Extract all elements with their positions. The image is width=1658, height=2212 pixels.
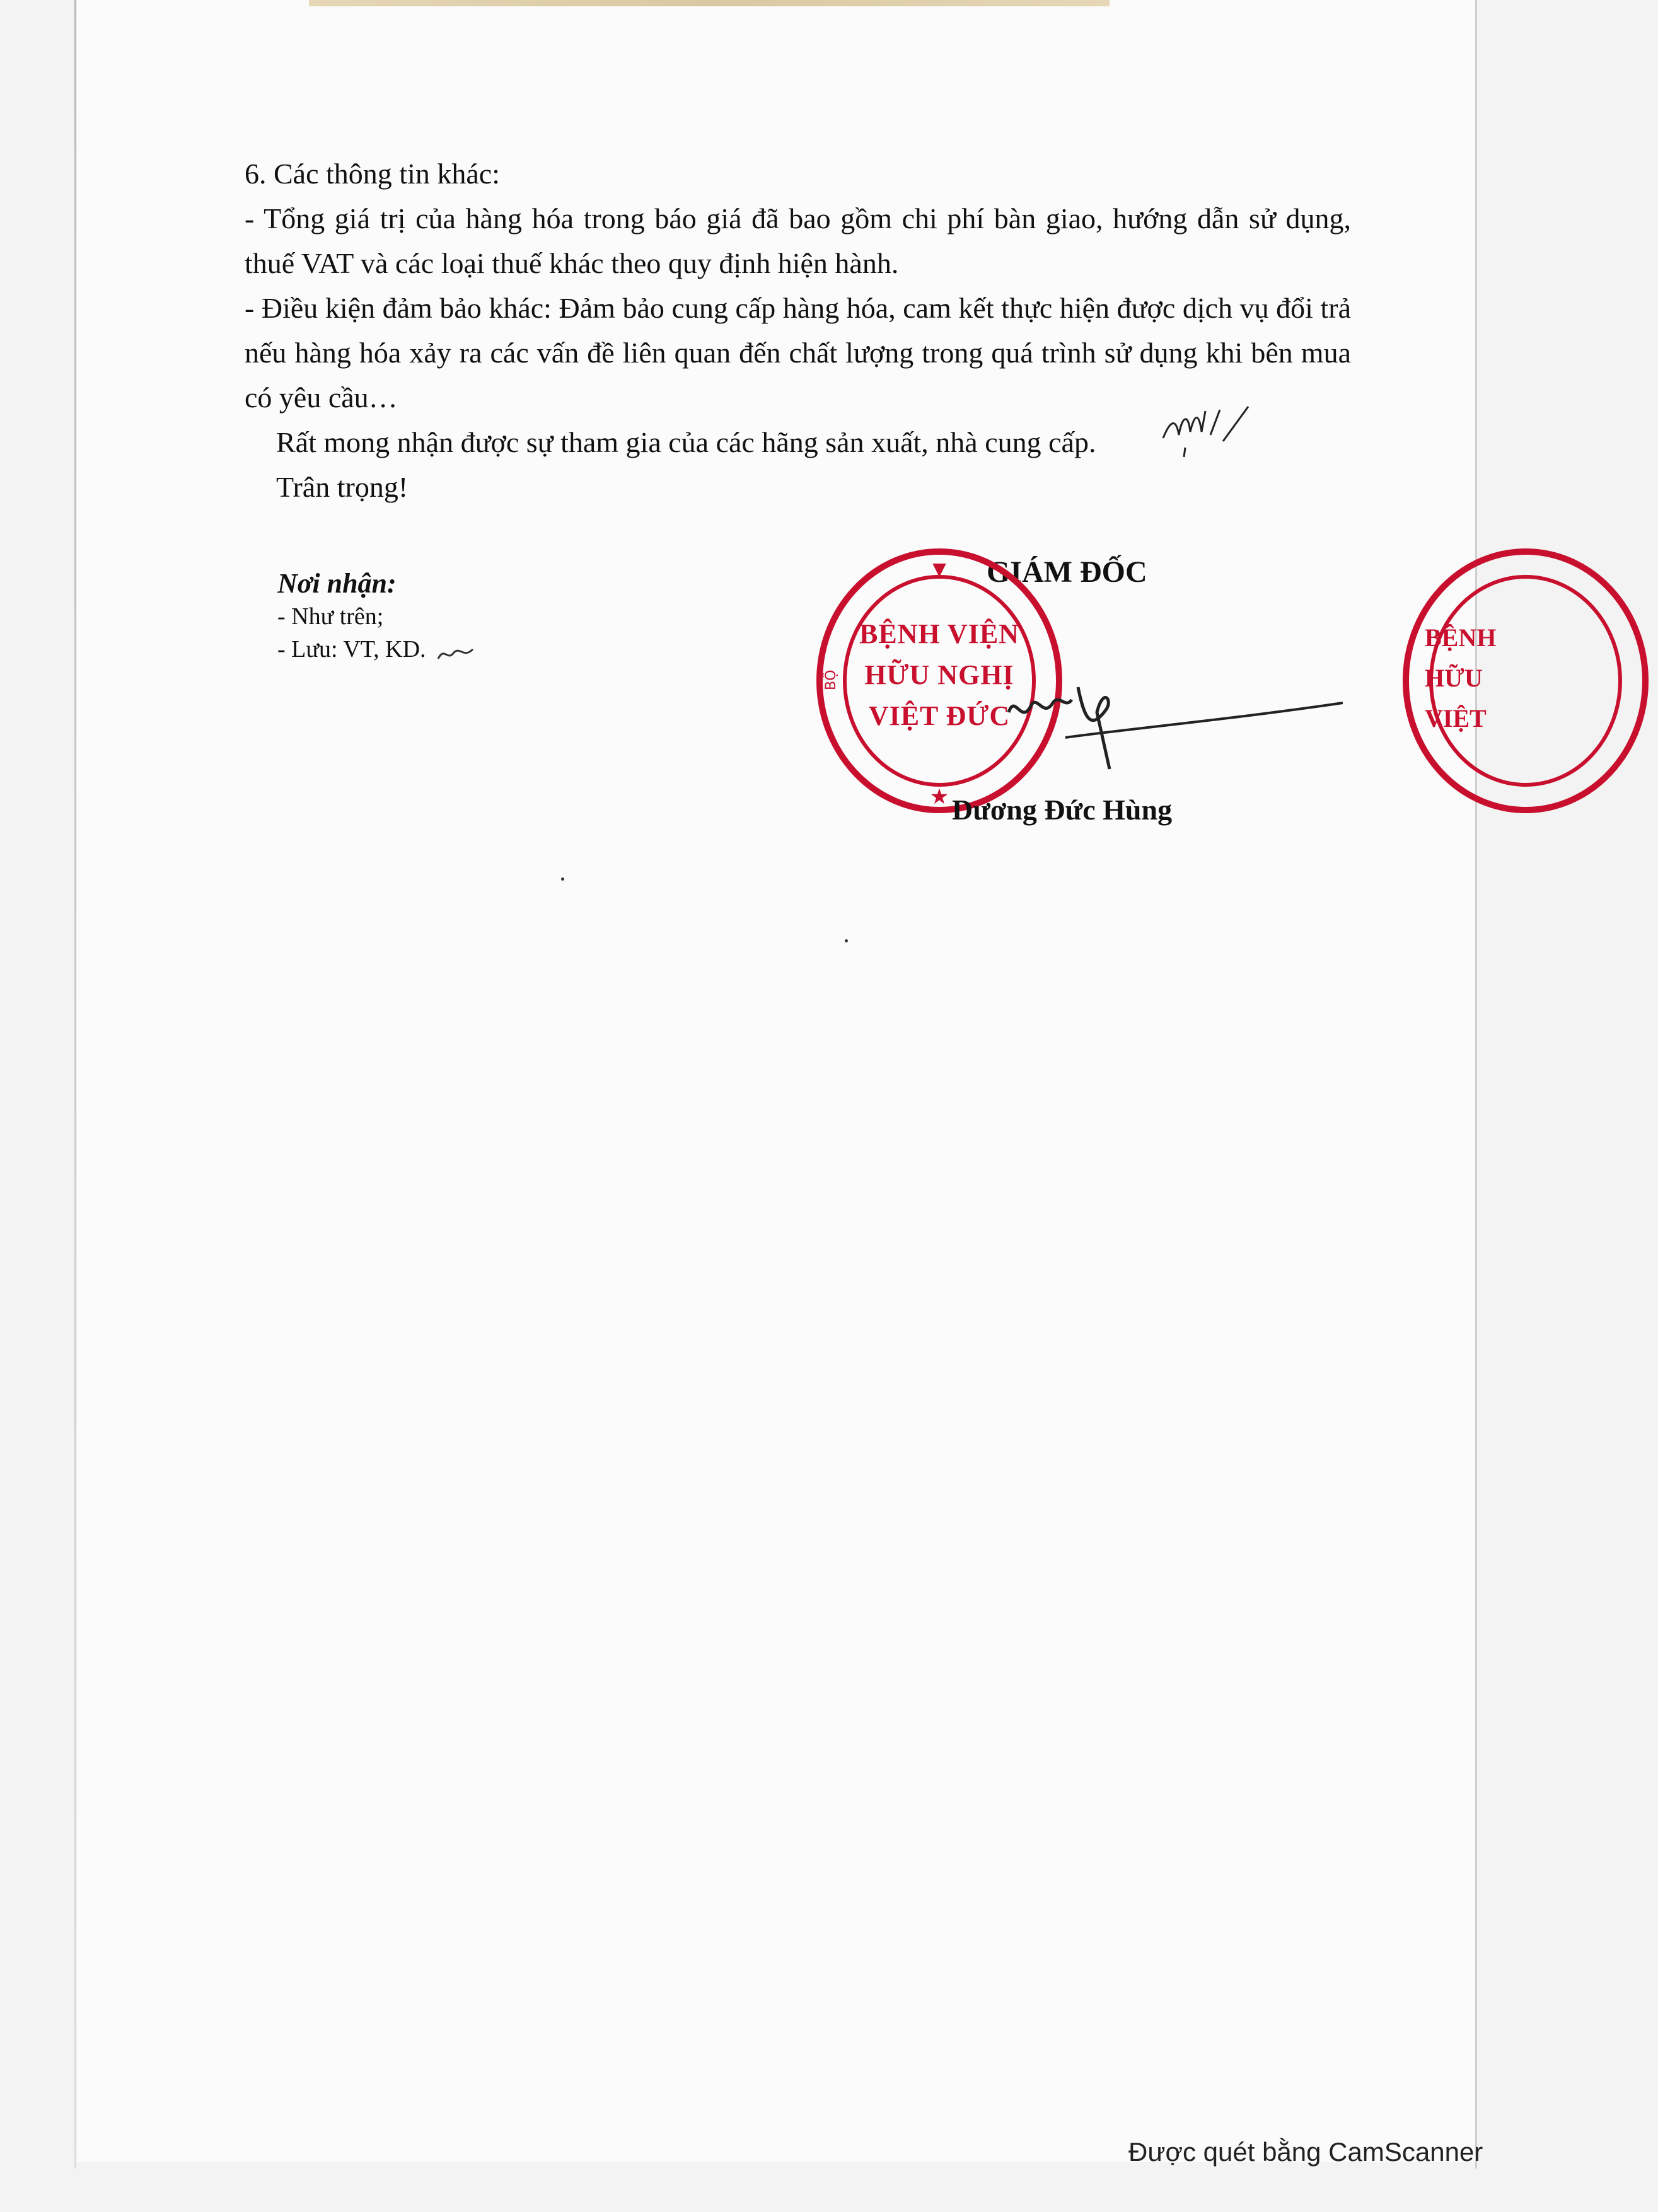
previous-page-edge: [309, 0, 1110, 6]
closing-line: Rất mong nhận được sự tham gia của các hãng sản xuất, nhà cung cấp.: [276, 426, 1096, 458]
scan-speck: [845, 939, 848, 942]
signer-name: Dương Đức Hùng: [952, 794, 1173, 826]
scan-edge-right: [1475, 0, 1477, 2169]
scanner-watermark: Được quét bằng CamScanner: [1128, 2137, 1483, 2167]
handwritten-mark: [435, 637, 485, 668]
section-item-guarantee: - Điều kiện đảm bảo khác: Đảm bảo cung cấp hàng hóa, cam kết thực hiện được dịch vụ đổi trả nếu hàng hóa xảy ra các vấn đề liên quan đến chất lượng trong quá trình sử dụng khi bên mua có yêu cầu…: [245, 292, 1351, 414]
director-signature: [996, 675, 1349, 782]
section-heading: 6. Các thông tin khác:: [245, 158, 500, 190]
seal-line-2: HỮU NGHỊ: [864, 659, 1014, 690]
svg-text:▼: ▼: [932, 559, 946, 579]
closing-regards: Trân trọng!: [276, 471, 409, 503]
recipient-item: - Như trên;: [277, 603, 384, 630]
svg-text:BỘ: BỘ: [823, 669, 839, 690]
section-item-total-value: - Tổng giá trị của hàng hóa trong báo giá đã bao gồm chi phí bàn giao, hướng dẫn sử dụng, thuế VAT và các loại thuế khác theo quy định hiện hành.: [245, 202, 1351, 279]
recipients-label: Nơi nhận:: [277, 568, 397, 599]
seal-line-3: VIỆT ĐỨC: [868, 700, 1011, 731]
svg-text:★: ★: [929, 784, 949, 809]
partial-seal: [1387, 542, 1497, 819]
seal-line-1: BỆNH VIỆN: [859, 618, 1019, 649]
recipient-item: - Lưu: VT, KD.: [277, 636, 426, 663]
scan-edge-left: [74, 0, 76, 2169]
scan-speck: [561, 877, 564, 881]
partial-seal-text: BỆNH HỮU VIỆT: [1425, 623, 1497, 733]
handwritten-initials: [1160, 403, 1255, 460]
recipients-block: [277, 567, 426, 666]
signature-title: GIÁM ĐỐC: [987, 555, 1147, 589]
